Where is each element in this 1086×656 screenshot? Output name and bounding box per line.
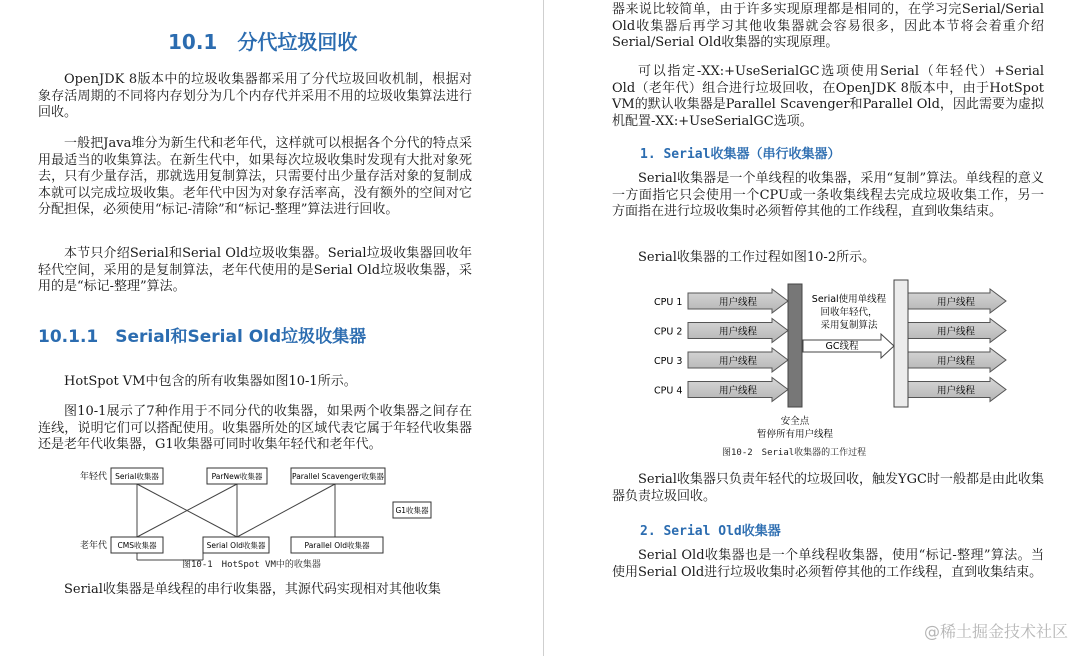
safepoint-label: 安全点 (780, 416, 810, 427)
user-thread-label: 用户线程 (936, 297, 976, 308)
paragraph: Serial收集器只负责年轻代的垃圾回收，触发YGC时一般都是由此收集器负责垃圾回收。 (612, 472, 1044, 504)
figure-caption: 图10-2 Serial收集器的工作过程 (722, 448, 867, 458)
figure-10-2-diagram (544, 272, 1086, 457)
parnew-collector-label: ParNew收集器 (211, 472, 263, 481)
paragraph: Serial收集器是单线程的串行收集器，其源代码实现相对其他收集 (64, 582, 441, 597)
serial-collector-label: Serial收集器 (115, 472, 159, 481)
right-page (544, 0, 1086, 656)
parallel-scavenger-label: Parallel Scavenger收集器 (292, 472, 384, 481)
gc-description-line: 采用复制算法 (820, 320, 878, 331)
cpu-label: CPU 1 (654, 297, 683, 308)
safepoint-bar-right (894, 280, 908, 407)
watermark: @稀土掘金技术社区 (923, 622, 1068, 641)
paragraph: HotSpot VM中包含的所有收集器如图10-1所示。 (64, 374, 357, 389)
gc-thread-label: GC线程 (825, 341, 859, 352)
paragraph: 图10-1展示了7种作用于不同分代的收集器，如果两个收集器之间存在连线，说明它们可以搭配使用。收集器所处的区域代表它属于年轻代收集器还是老年代收集器，G1收集器可同时收集年轻代和老年代。 (38, 404, 472, 452)
paragraph: Serial Old收集器也是一个单线程收集器，使用“标记-整理”算法。当使用Serial Old进行垃圾收集时必须暂停其他的工作线程，直到收集结束。 (612, 548, 1044, 580)
section-heading-10-1-1: 10.1.1 Serial和Serial Old垃圾收集器 (38, 327, 367, 347)
cpu-label: CPU 4 (654, 385, 683, 397)
subheading-serial-old: 2. Serial Old收集器 (640, 524, 781, 539)
parallel-old-label: Parallel Old收集器 (304, 541, 370, 550)
user-thread-label: 用户线程 (718, 385, 758, 397)
paragraph: 可以指定-XX:+UseSerialGC选项使用Serial（年轻代）+Serial Old（老年代）组合进行垃圾回收，在OpenJDK 8版本中，由于HotSpot VM的默认收集器是Parallel Scavenger和Parallel Old，因此需要为虚拟机配置-XX:+UseSerialGC选项。 (612, 64, 1044, 129)
cms-collector-label: CMS收集器 (117, 541, 157, 550)
gc-description-line: 回收年轻代， (820, 307, 878, 318)
paragraph: 一般把Java堆分为新生代和老年代，这样就可以根据各个分代的特点采用最适当的收集算法。在新生代中，如果每次垃圾收集时发现有大批对象死去，只有少量存活，那就选用复制算法，只需要付出少量存活对象的复制成本就可以完成垃圾收集。老年代中因为对象存活率高，没有额外的空间对它分配担保，必须使用“标记-清除”和“标记-整理”算法进行回收。 (38, 136, 472, 217)
cpu-label: CPU 3 (654, 356, 683, 367)
paragraph: Serial收集器是一个单线程的收集器，采用“复制”算法。单线程的意义一方面指它只会使用一个CPU或一条收集线程去完成垃圾收集工作，另一方面指在进行垃圾收集时必须暂停其他的工作线程，直到收集结束。 (612, 171, 1044, 219)
user-thread-label: 用户线程 (936, 326, 976, 338)
serial-old-label: Serial Old收集器 (206, 541, 266, 550)
figure-caption: 图10-1 HotSpot VM中的收集器 (182, 560, 321, 570)
user-thread-label: 用户线程 (718, 356, 758, 367)
user-thread-label: 用户线程 (718, 297, 758, 308)
safepoint-bar-left (788, 284, 802, 407)
gc-description-line: Serial使用单线程 (811, 294, 887, 305)
pause-all-label: 暂停所有用户线程 (756, 429, 834, 440)
user-thread-label: 用户线程 (936, 356, 976, 367)
g1-collector-label: G1收集器 (395, 506, 429, 515)
subheading-serial: 1. Serial收集器（串行收集器） (640, 147, 841, 162)
paragraph: OpenJDK 8版本中的垃圾收集器都采用了分代垃圾回收机制，根据对象存活周期的不同将内存划分为几个内存代并采用不用的垃圾收集算法进行回收。 (38, 72, 472, 120)
old-gen-label: 老年代 (80, 541, 108, 551)
young-gen-label: 年轻代 (80, 472, 108, 482)
paragraph: 本节只介绍Serial和Serial Old垃圾收集器。Serial垃圾收集器回收年轻代空间，采用的是复制算法，老年代使用的是Serial Old垃圾收集器，采用的是“标记-整理”算法。 (38, 246, 472, 294)
user-thread-label: 用户线程 (718, 326, 758, 338)
cpu-label: CPU 2 (654, 326, 683, 338)
paragraph: Serial收集器的工作过程如图10-2所示。 (638, 250, 876, 265)
user-thread-label: 用户线程 (936, 385, 976, 397)
section-heading-10-1: 10.1 分代垃圾回收 (168, 30, 358, 54)
paragraph: 器来说比较简单，由于许多实现原理都是相同的，在学习完Serial/Serial Old收集器后再学习其他收集器就会容易很多，因此本节将会着重介绍Serial/Serial Old收集器的实现原理。 (612, 2, 1044, 50)
